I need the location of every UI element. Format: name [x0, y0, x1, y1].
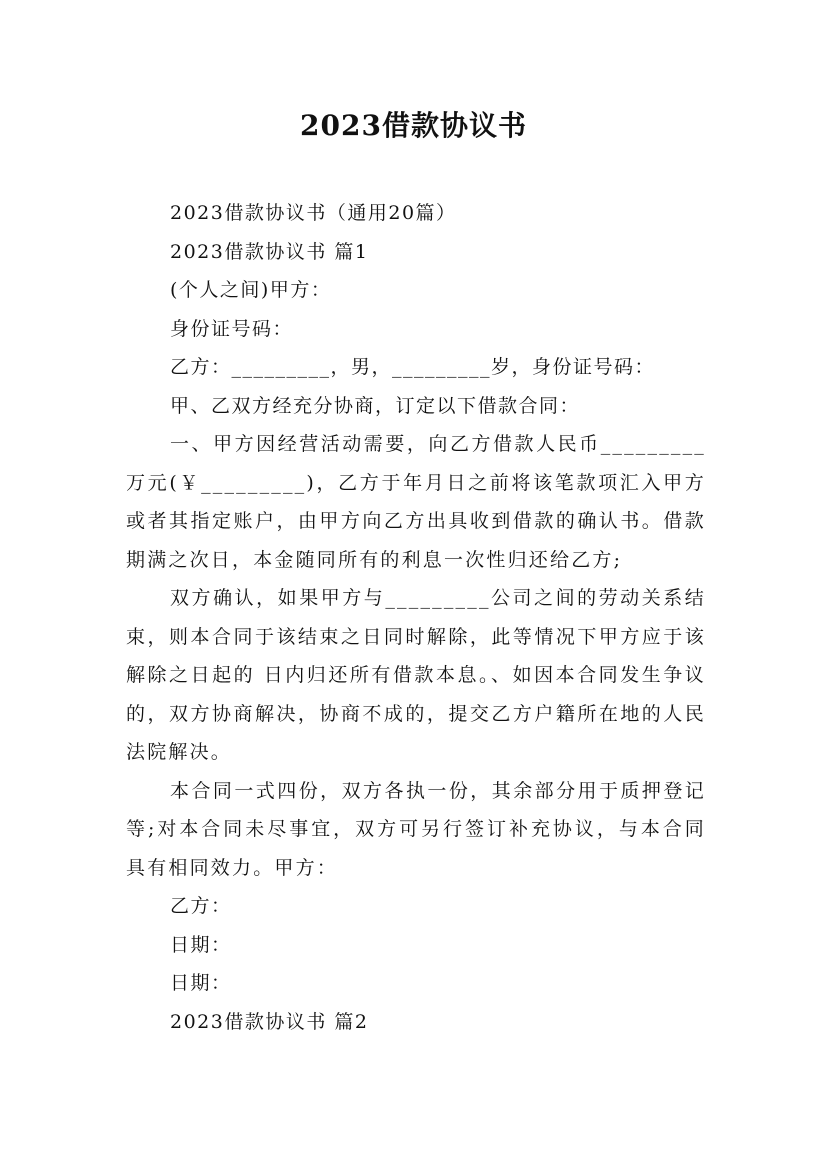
document-body — [126, 194, 706, 1041]
clause-paragraph-3: 本合同一式四份，双方各执一份，其余部分用于质押登记等;对本合同未尽事宜，双方可另行签订补充协议，与本合同具有相同效力。甲方： — [126, 779, 706, 879]
section-heading-2: 2023借款协议书 篇2 — [170, 1010, 369, 1033]
party-a-line: (个人之间)甲方： — [170, 279, 332, 301]
document-title: 2023借款协议书 — [300, 109, 527, 142]
agreement-intro-line: 甲、乙双方经充分协商，订定以下借款合同： — [170, 394, 581, 417]
signature-party-b: 乙方： — [170, 895, 232, 917]
party-b-line: 乙方：_________，男，_________岁，身份证号码： — [170, 356, 656, 378]
subtitle-line: 2023借款协议书（通用20篇） — [170, 202, 457, 224]
section-heading-1: 2023借款协议书 篇1 — [170, 240, 369, 263]
signature-date-2: 日期： — [170, 972, 232, 994]
clause-paragraph-1: 一、甲方因经营活动需要，向乙方借款人民币_________万元(￥_________)，乙方于年月日之前将该笔款项汇入甲方或者其指定账户，由甲方向乙方出具收到借款的确认书。借款期满之次日，本金随同所有的利息一次性归还给乙方; — [126, 433, 706, 571]
id-number-line: 身份证号码： — [170, 317, 294, 340]
clause-paragraph-2: 双方确认，如果甲方与_________公司之间的劳动关系结束，则本合同于该结束之日同时解除，此等情况下甲方应于该解除之日起的 日内归还所有借款本息。、如因本合同发生争议的，双方协商解决，协商不成的，提交乙方户籍所在地的人民法院解决。 — [126, 587, 706, 763]
signature-date-1: 日期： — [170, 933, 232, 956]
